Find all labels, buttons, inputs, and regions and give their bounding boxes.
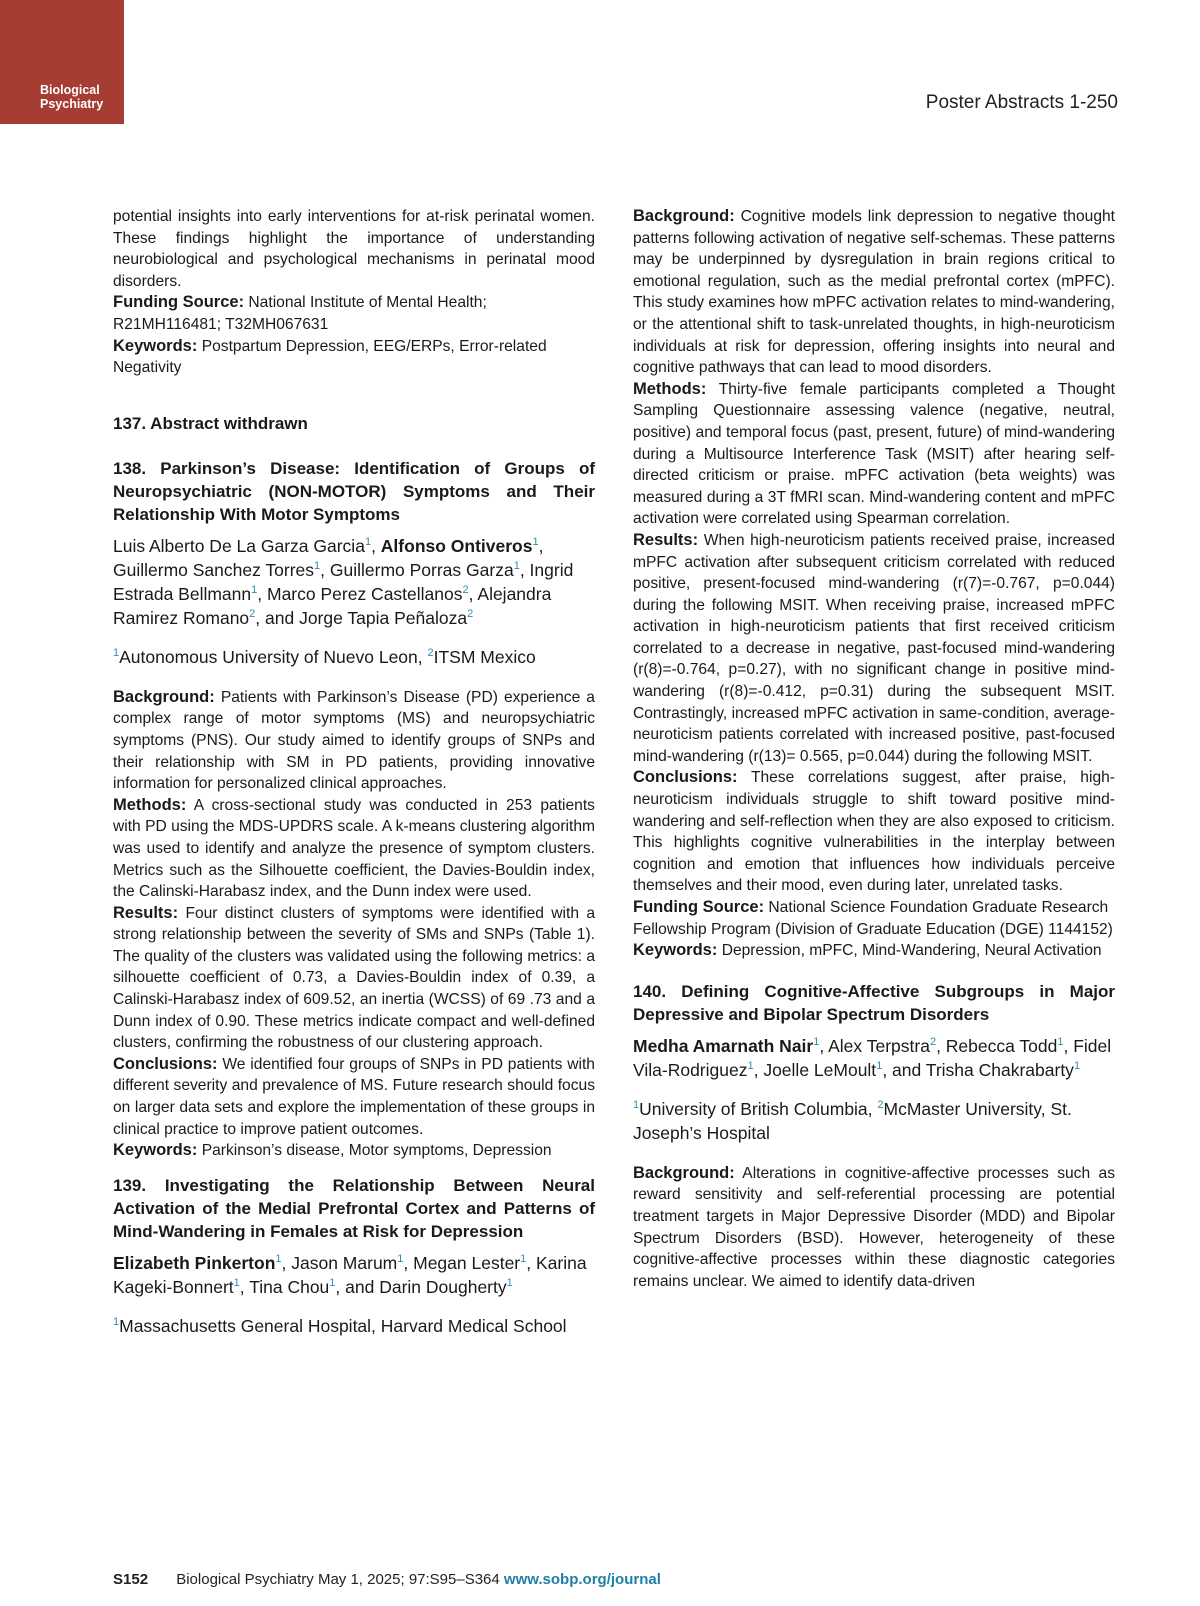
author-name: Alex Terpstra [828,1035,930,1056]
abstract-139-funding: Funding Source: National Science Foundation Graduate Research Fellowship Program (Division of Graduate Education (DGE) 1144152) [633,898,1113,938]
abstract-139-authors: Elizabeth Pinkerton$^1$, Jason Marum$^1$, Megan Lester$^1$, Karina Kageki-Bonnert$^1$, Tina Chou$^1$, and Darin Dougherty$^1$ [113,1252,587,1297]
author-affiliation-marker: 1 [251,583,258,596]
abstract-138-background: Background: Patients with Parkinson’s Disease (PD) experience a complex range of motor symptoms (MS) and neuropsychiatric symptoms (PNS). Our study aimed to identify groups of SNPs and their relationship with SM in PD patients, providing innovative information for personalized clinical approaches. [113,687,595,793]
author-name: Marco Perez Castellanos [267,583,463,604]
abstract-139-conclusions: Conclusions: These correlations suggest, after praise, high-neuroticism individuals struggle to shift toward positive mind-wandering and self-reflection when they are also exposed to criticism. This highlights cognitive vulnerabilities in the interplay between cognition and emotion that influences how individuals perceive themselves and their mood, even during later, unrelated tasks. [633,768,1115,895]
author-name: Tina Chou [249,1276,330,1297]
journal-link[interactable]: www.sobp.org/journal [503,1571,661,1588]
abstract-138-results: Results: Four distinct clusters of symptoms were identified with a strong relationship between the severity of SMs and SNPs (Table 1). The quality of the clusters was validated using the following metrics: a silhouette coefficient of 0.73, a Davies-Bouldin index of 0.39, a Calinski-Harabasz index of 609.52, an inertia (WCSS) of 69 .73 and a Dunn index of 0.90. These metrics indicate compact and well-defined clusters, confirming the robustness of our clustering approach. [113,903,595,1052]
continued-keywords: Keywords: Postpartum Depression, EEG/ERPs, Error-related Negativity [113,336,547,377]
author-affiliation-marker: 1 [314,559,321,572]
abstract-138-affiliations: $^1$Autonomous University of Nuevo Leon, $^2$ITSM Mexico [113,646,536,667]
abstract-138-methods: Methods: A cross-sectional study was conducted in 253 patients with PD using the MDS-UPDRS scale. A k-means clustering algorithm was used to identify and analyze the presence of symptom clusters. Metrics such as the Silhouette coefficient, the Davies-Bouldin index, the Calinski-Harabasz index, and the Dunn index were used. [113,795,595,901]
author-name: Jason Marum [291,1252,398,1273]
author-affiliation-marker: 1 [233,1276,240,1289]
author-affiliation-marker: 2 [249,607,256,620]
author-name: Medha Amarnath Nair [633,1035,814,1056]
author-name: Darin Dougherty [379,1276,507,1297]
journal-logo-text: Biological Psychiatry [40,83,104,111]
journal-citation: Biological Psychiatry May 1, 2025; 97:S95–S364 [176,1571,500,1588]
author-name: Alfonso Ontiveros [380,535,533,556]
left-column [113,206,595,1338]
author-name: Guillermo Sanchez Torres [113,559,315,580]
author-name: Elizabeth Pinkerton [113,1252,276,1273]
author-name: Ingrid Estrada Bellmann [113,559,574,604]
abstract-140-authors: Medha Amarnath Nair$^1$, Alex Terpstra$^2$, Rebecca Todd$^1$, Fidel Vila-Rodriguez$^1$, Joelle LeMoult$^1$, and Trisha Chakrabarty$^1$ [633,1035,1112,1080]
author-affiliation-marker: 1 [397,1252,404,1265]
right-column [633,206,1115,1292]
author-affiliation-marker: 1 [364,535,372,548]
continued-text: potential insights into early interventions for at-risk perinatal women. These findings highlight the importance of understanding neurobiological and psychological mechanisms in perinatal mood disorders. [113,208,595,290]
author-affiliation-marker: 2 [462,583,469,596]
author-affiliation-marker: 2 [929,1035,937,1048]
page-footer [113,1571,661,1588]
author-name: Joelle LeMoult [763,1059,877,1080]
abstract-138-title: 138. Parkinson’s Disease: Identification of Groups of Neuropsychiatric (NON-MOTOR) Symptoms and Their Relationship With Motor Symptoms [113,458,595,524]
abstract-139-title: 139. Investigating the Relationship Between Neural Activation of the Medial Prefrontal Cortex and Patterns of Mind-Wandering in Females at Risk for Depression [113,1175,595,1241]
author-affiliation-marker: 1 [275,1252,282,1265]
author-name: Rebecca Todd [945,1035,1058,1056]
author-affiliation-marker: 1 [513,559,520,572]
author-affiliation-marker: 1 [1073,1059,1081,1072]
author-affiliation-marker: 1 [813,1035,820,1048]
author-affiliation-marker: 1 [876,1059,883,1072]
abstract-140-title: 140. Defining Cognitive-Affective Subgroups in Major Depressive and Bipolar Spectrum Disorders [633,981,1115,1024]
author-affiliation-marker: 1 [1057,1035,1064,1048]
author-affiliation-marker: 1 [520,1252,527,1265]
abstract-140-background: Background: Alterations in cognitive-affective processes such as reward sensitivity and self-referential processing are potential treatment targets in Major Depressive Disorder (MDD) and Bipolar Spectrum Disorders (BSD). However, heterogeneity of these cognitive-affective processes within these diagnostic categories remains unclear. We aimed to identify data-driven [633,1163,1115,1290]
abstract-139-results: Results: When high-neuroticism patients received praise, increased mPFC activation after subsequent criticism correlated with reduced positive, present-focused mind-wandering (r(7)=-0.767, p=0.044) during the following MSIT. When receiving praise, increased mPFC activation in high-neuroticism patients that first received criticism correlated to a decrease in negative, past-focused mind-wandering (r(8)=-0.764, p=0.27), with no significant change in positive mind-wandering (r(8)=-0.412, p=0.31) during the subsequent MSIT. Contrastingly, increased mPFC activation in same-condition, average-neuroticism patients correlated with increased positive, past-focused mind-wandering (r(13)= 0.565, p=0.044) during the following MSIT. [633,530,1115,765]
page-number: S152 [113,1571,149,1588]
journal-logo [0,0,124,124]
author-name: Megan Lester [413,1252,521,1273]
author-affiliation-marker: 1 [329,1276,336,1289]
abstract-138-authors: Luis Alberto De La Garza Garcia$^1$, Alfonso Ontiveros$^1$, Guillermo Sanchez Torres$^1$, Guillermo Porras Garza$^1$, Ingrid Estrada Bellmann$^1$, Marco Perez Castellanos$^2$, Alejandra Ramirez Romano$^2$, and Jorge Tapia Peñaloza$^2$ [113,535,574,628]
abstract-139-methods: Methods: Thirty-five female participants completed a Thought Sampling Questionnaire assessing valence (negative, neutral, positive) and temporal focus (past, present, future) of mind-wandering during a Multisource Interference Task (MSIT) after hearing self-directed criticism or praise. mPFC activation (beta weights) was measured during a 3T fMRI scan. Mind-wandering content and mPFC activation were correlated using Spearman correlation. [633,379,1115,528]
abstract-139-background: Background: Cognitive models link depression to negative thought patterns following activation of negative self-schemas. These patterns may be underpinned by dysregulation in brain regions critical to emotional regulation, such as the medial prefrontal cortex (mPFC). This study examines how mPFC activation relates to mind-wandering, or the attentional shift to task-unrelated thoughts, in high-neuroticism individuals at risk for depression, offering insights into neural and cognitive pathways that can lead to mood disorders. [633,207,1115,377]
author-name: Luis Alberto De La Garza Garcia [113,535,365,556]
author-affiliation-marker: 1 [747,1059,754,1072]
author-name: Fidel Vila-Rodriguez [633,1035,1112,1080]
abstract-138-conclusions: Conclusions: We identified four groups of SNPs in PD patients with different severity and prevalence of MS. Future research should focus on larger data sets and explore the implementation of these groups in clinical practice to improve patient outcomes. [113,1054,595,1138]
author-affiliation-marker: 1 [532,535,539,548]
author-name: Alejandra Ramirez Romano [113,583,552,628]
section-title: Poster Abstracts 1-250 [925,92,1118,113]
abstract-140-affiliations: $^1$University of British Columbia, $^2$McMaster University, St. Joseph’s Hospital [633,1098,1072,1143]
continued-funding: Funding Source: National Institute of Mental Health; R21MH116481; T32MH067631 [113,293,487,333]
author-name: Trisha Chakrabarty [925,1059,1074,1080]
abstract-139-affiliations: $^1$Massachusetts General Hospital, Harvard Medical School [113,1315,567,1336]
author-affiliation-marker: 2 [467,607,474,620]
author-name: Guillermo Porras Garza [329,559,514,580]
author-affiliation-marker: 1 [506,1276,513,1289]
abstract-138-keywords: Keywords: Parkinson’s disease, Motor symptoms, Depression [113,1141,552,1160]
author-name: Karina Kageki-Bonnert [113,1252,587,1297]
author-name: Jorge Tapia Peñaloza [299,607,468,628]
abstract-137-title: 137. Abstract withdrawn [113,413,308,433]
abstract-139-keywords: Keywords: Depression, mPFC, Mind-Wandering, Neural Activation [633,941,1102,960]
